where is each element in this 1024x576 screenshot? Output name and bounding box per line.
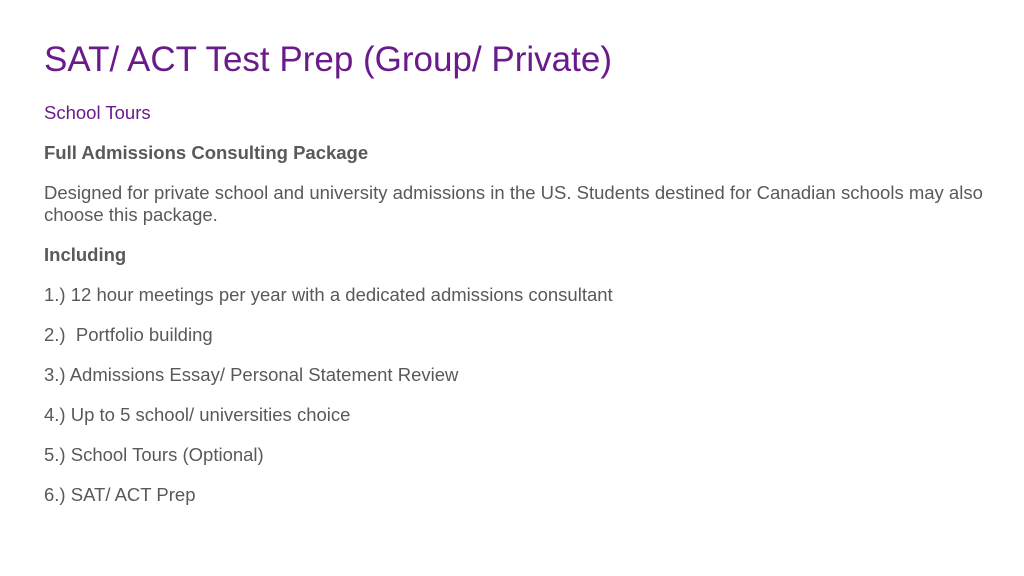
slide-title: SAT/ ACT Test Prep (Group/ Private) xyxy=(44,40,612,79)
school-tours-link: School Tours xyxy=(44,102,151,123)
package-description: Designed for private school and university admissions in the US. Students destined for Canadian schools may also choose this package. xyxy=(44,182,983,225)
list-item: 5.) School Tours (Optional) xyxy=(44,444,264,465)
list-item: 1.) 12 hour meetings per year with a dedicated admissions consultant xyxy=(44,284,613,305)
list-item: 3.) Admissions Essay/ Personal Statement Review xyxy=(44,364,459,385)
slide-body xyxy=(44,102,984,524)
list-item: 2.) Portfolio building xyxy=(44,324,213,345)
package-heading: Full Admissions Consulting Package xyxy=(44,142,369,163)
list-item: 6.) SAT/ ACT Prep xyxy=(44,484,196,505)
including-heading: Including xyxy=(44,244,127,265)
list-item: 4.) Up to 5 school/ universities choice xyxy=(44,404,351,425)
